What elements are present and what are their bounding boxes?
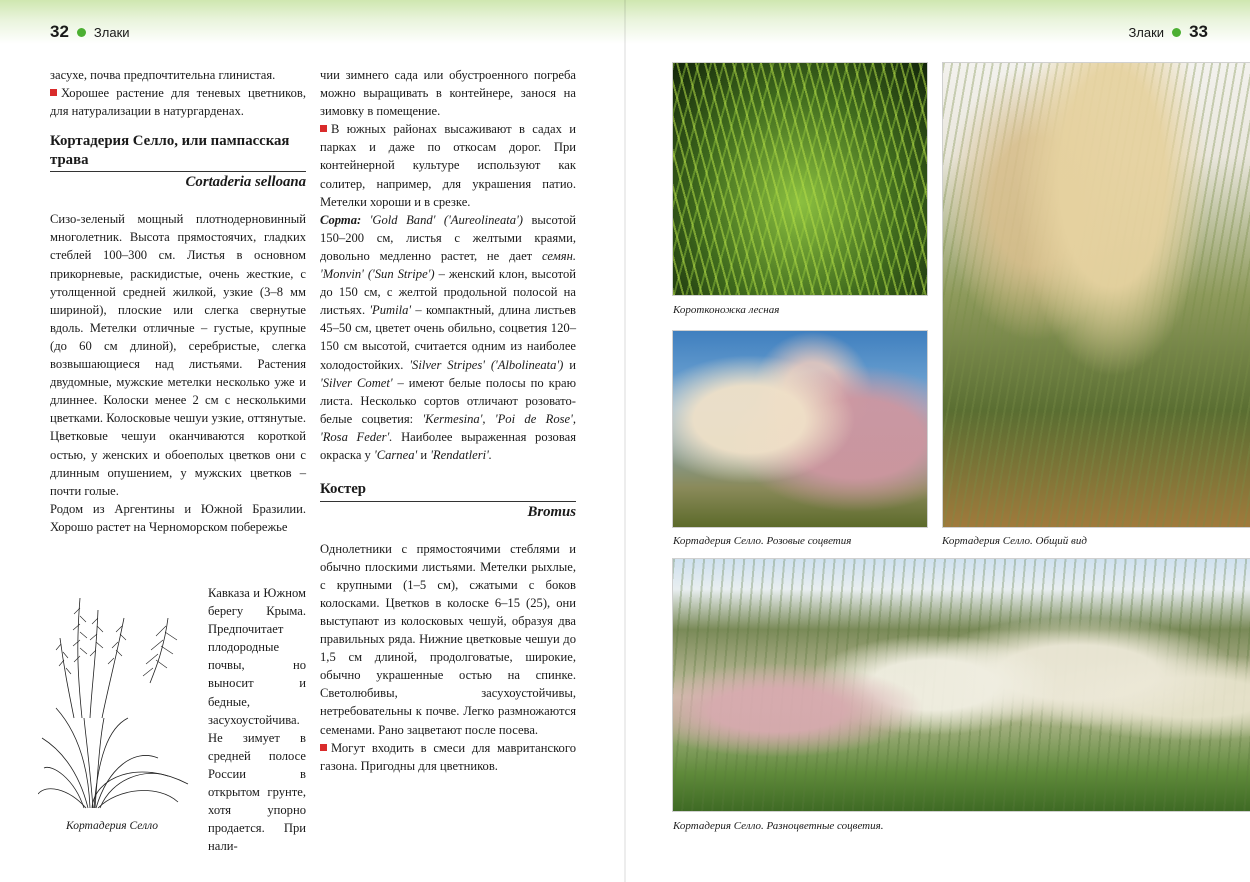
section-title-left: Злаки (93, 24, 130, 40)
entry-title: Костер (320, 481, 367, 498)
paragraph: Могут входить в смеси для мавританского газона. Пригодны для цветников. (320, 740, 576, 773)
section-title-right: Злаки (1128, 24, 1165, 40)
bullet-square-icon (320, 125, 327, 132)
entry-latin-name: Cortaderia selloana (50, 171, 306, 192)
page-number-right: 33 (1189, 22, 1208, 41)
paragraph-wrapped: Кавказа и Южном берегу Крыма. Предпочитает плодородные почвы, но выносит и бедные, засухоустойчива. Не зимует в средней полосе России в открытом грунте, хотя упорно продается. При нали- (208, 586, 306, 854)
entry-latin-name: Bromus (320, 501, 576, 522)
photo-pink-plumes (672, 330, 928, 528)
photo-caption: Кортадерия Селло. Разноцветные соцветия. (673, 820, 884, 832)
text-column-2 (320, 66, 576, 775)
paragraph: Родом из Аргентины и Южной Бразилии. Хорошо растет на Черноморском побережье (50, 501, 306, 534)
varieties-paragraph: Сорта: 'Gold Band' ('Aureolineata') высотой 150–200 см, листья с желтыми краями, довольно медленно растет, не дает семян. 'Monvin' ('Sun Stripe') – женский клон, высотой до 150 см, с желтой продольной полосой на листьях. 'Pumila' – компактный, длина листьев 45–50 см, цветет очень обильно, соцветия 120–150 см высотой, считается одним из наиболее холодостойких. 'Silver Stripes' ('Albolineata') и 'Silver Comet' – имеют белые полосы по краю листа. Несколько сортов отличают розовато-белые соцветия: 'Kermesina', 'Poi de Rose', 'Rosa Feder'. Наиболее выраженная розовая окраска у 'Carnea' и 'Rendatleri'. (320, 212, 577, 462)
photo-general-view (942, 62, 1250, 528)
entry-title: Кортадерия Селло, или пампасская трава (50, 133, 290, 168)
paragraph: В южных районах высаживают в садах и парках и даже по откосам дорог. При контейнерной культуре используют как солитер, например, для украшения патио. Метелки хороши и в срезке. (320, 122, 576, 209)
photo-caption: Кортадерия Селло. Общий вид (942, 535, 1087, 547)
left-page-header (50, 22, 130, 42)
paragraph: Сизо-зеленый мощный плотнодерновинный многолетник. Высота прямостоячих, гладких стеблей 100–300 см. Листья в основном прикорневые, раскидистые, очень жесткие, с утолщенной средней жилкой, узкие (3–8 мм шириной), плоские или слегка свернутые вдоль. Метелки отличные – густые, крупные (до 60 см длиной), серебристые, слегка возвышающиеся над листьями. Растения двудомные, мужские метелки несколько уже и длиннее. Колоски менее 2 см с несколькими цветками. Колосковые чешуи узкие, оттянутые. Цветковые чешуи оканчиваются короткой остью, у женских и обоеполых цветков они с длинным опушением, у мужских цветков – почти голые. (50, 212, 306, 498)
photo-brachypodium (672, 62, 928, 296)
paragraph: засухе, почва предпочтительна глинистая. (50, 68, 276, 82)
section-dot-icon (1172, 28, 1181, 37)
photo-caption: Кортадерия Селло. Розовые соцветия (673, 535, 852, 547)
paragraph: Хорошее растение для теневых цветников, для натурализации в натургарденах. (50, 86, 306, 119)
photo-multicolor-plumes (672, 558, 1250, 812)
paragraph: Однолетники с прямостоячими стеблями и обычно плоскими листьями. Метелки рыхлые, с крупными (1–5 см), сжатыми с боков колосками. Цветков в колоске 6–15 (25), они выступают из колосковых чешуй, образуя два правильных ряда. Нижние цветковые чешуи до 1,5 см длиной, продолговатые, широкие, обычно украшенные остью на спинке. Светолюбивы, засухоустойчивы, нетребовательны к почве. Легко размножаются семенами. Рано зацветают после посева. (320, 541, 576, 737)
bullet-square-icon (50, 89, 57, 96)
text-column-1 (50, 66, 306, 536)
book-spine (624, 0, 626, 882)
photo-caption: Коротконожка лесная (673, 304, 780, 316)
paragraph: чии зимнего сада или обустроенного погреба можно выращивать в контейнере, занося на зимовку в помещение. (320, 68, 576, 119)
section-dot-icon (77, 28, 86, 37)
page-number-left: 32 (50, 22, 69, 41)
illustration-caption: Кортадерия Селло (66, 820, 159, 832)
bullet-square-icon (320, 744, 327, 751)
plant-illustration (38, 588, 198, 814)
right-page-header (1128, 22, 1208, 42)
